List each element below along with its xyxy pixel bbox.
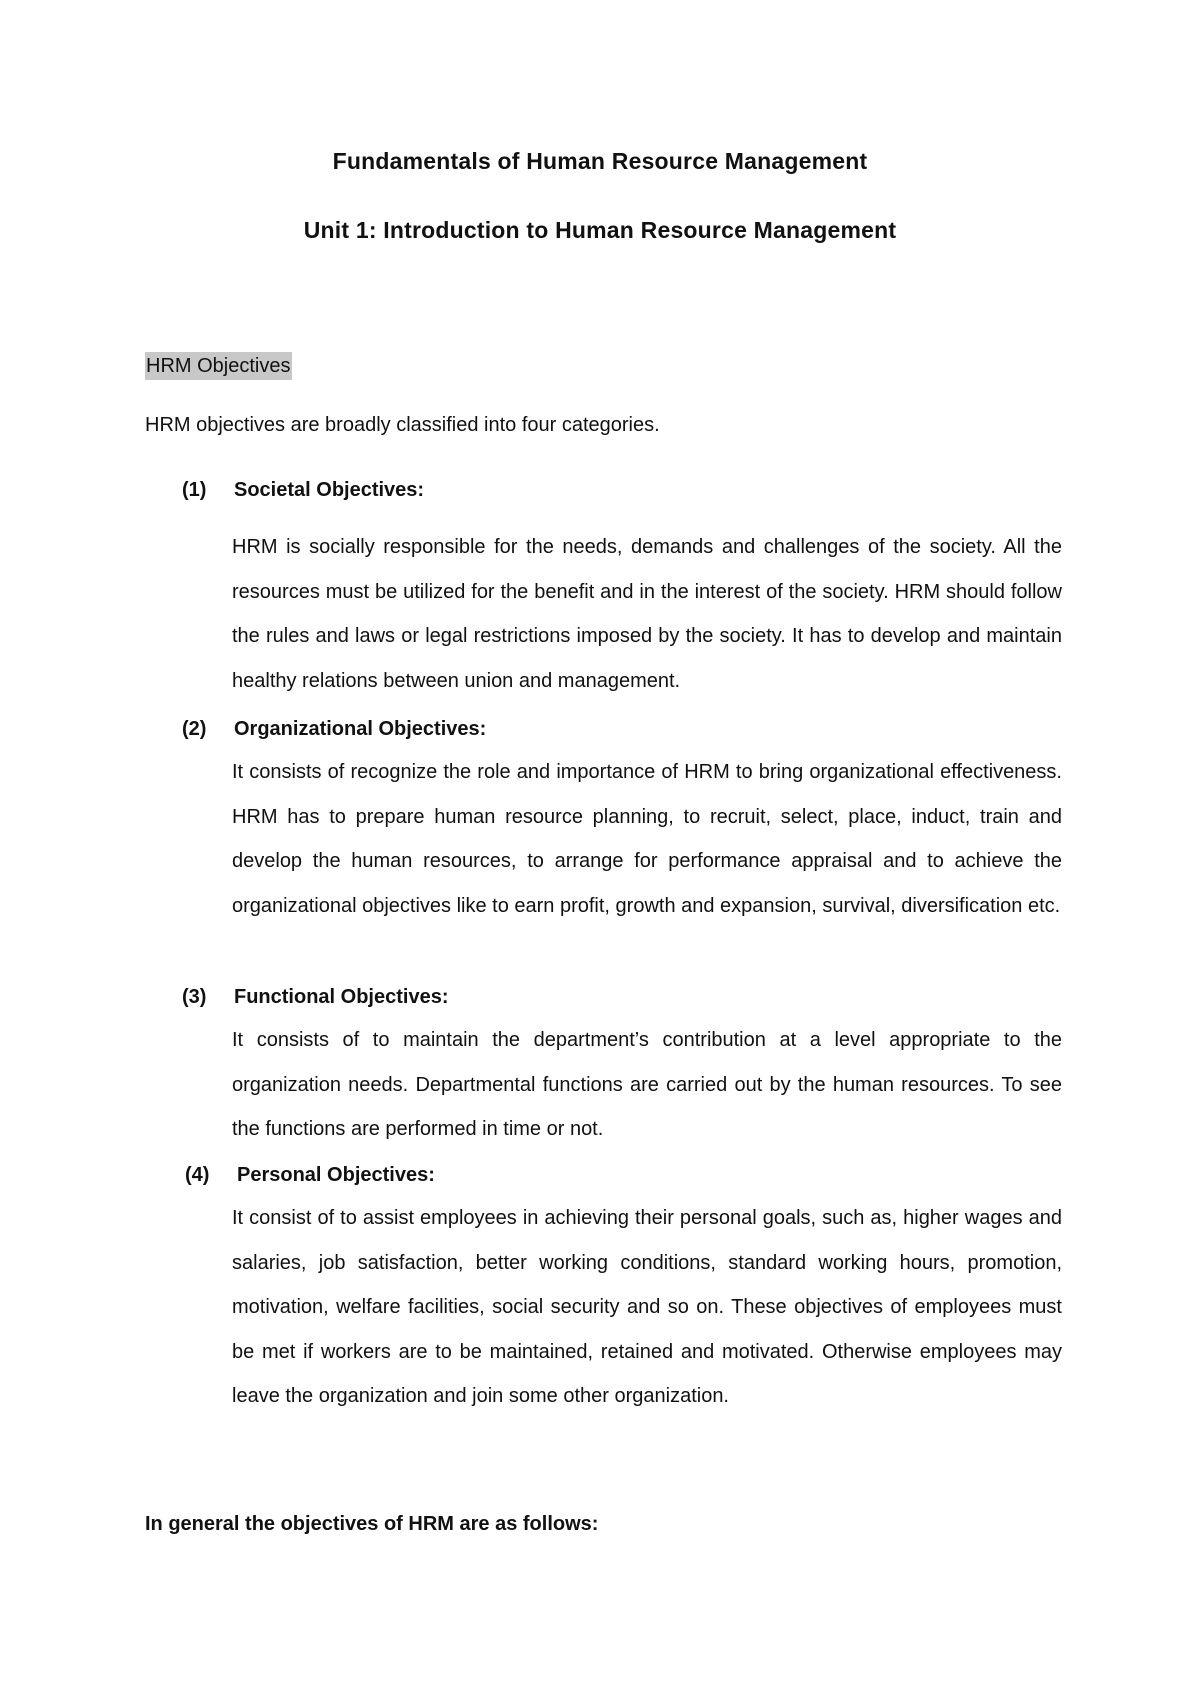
objective-heading-4	[185, 1163, 435, 1187]
objective-label-2: Organizational Objectives:	[234, 718, 487, 740]
objective-heading-1	[182, 478, 424, 502]
objective-text-4: It consist of to assist employees in achieving their personal goals, such as, higher wages and salaries, job satisfaction, better working conditions, standard working hours, promotion, motivation, welfare facilities, social security and so on. These objectives of employees must be met if workers are to be maintained, retained and motivated. Otherwise employees may leave the organization and join some other organization.	[232, 1207, 1062, 1407]
objective-label-1: Societal Objectives:	[234, 479, 425, 501]
section-heading-highlighted: HRM Objectives	[145, 352, 292, 380]
objective-text-3: It consists of to maintain the department’s contribution at a level appropriate to the organization needs. Departmental functions are carried out by the human resources. To see the functions are performed in time or not.	[232, 1029, 1062, 1140]
objective-number-3: (3)	[182, 986, 207, 1008]
objective-number-1: (1)	[182, 479, 207, 501]
unit-title: Unit 1: Introduction to Human Resource Management	[303, 217, 897, 243]
closing-statement: In general the objectives of HRM are as follows:	[145, 1513, 599, 1535]
objective-text-1: HRM is socially responsible for the needs, demands and challenges of the society. All the resources must be utilized for the benefit and in the interest of the society. HRM should follow the rules and laws or legal restrictions imposed by the society. It has to develop and maintain healthy relations between union and management.	[232, 536, 1062, 692]
objective-heading-3	[182, 985, 448, 1009]
document-title: Fundamentals of Human Resource Management	[332, 148, 868, 174]
objective-text-2: It consists of recognize the role and importance of HRM to bring organizational effectiveness. HRM has to prepare human resource planning, to recruit, select, place, induct, train and develop the human resources, to arrange for performance appraisal and to achieve the organizational objectives like to earn profit, growth and expansion, survival, diversification etc.	[232, 761, 1062, 917]
objective-heading-2	[182, 717, 486, 741]
objective-label-4: Personal Objectives:	[237, 1164, 435, 1186]
intro-paragraph: HRM objectives are broadly classified into four categories.	[145, 414, 660, 436]
objective-number-2: (2)	[182, 718, 207, 740]
objective-number-4: (4)	[185, 1164, 210, 1186]
objective-label-3: Functional Objectives:	[234, 986, 449, 1008]
